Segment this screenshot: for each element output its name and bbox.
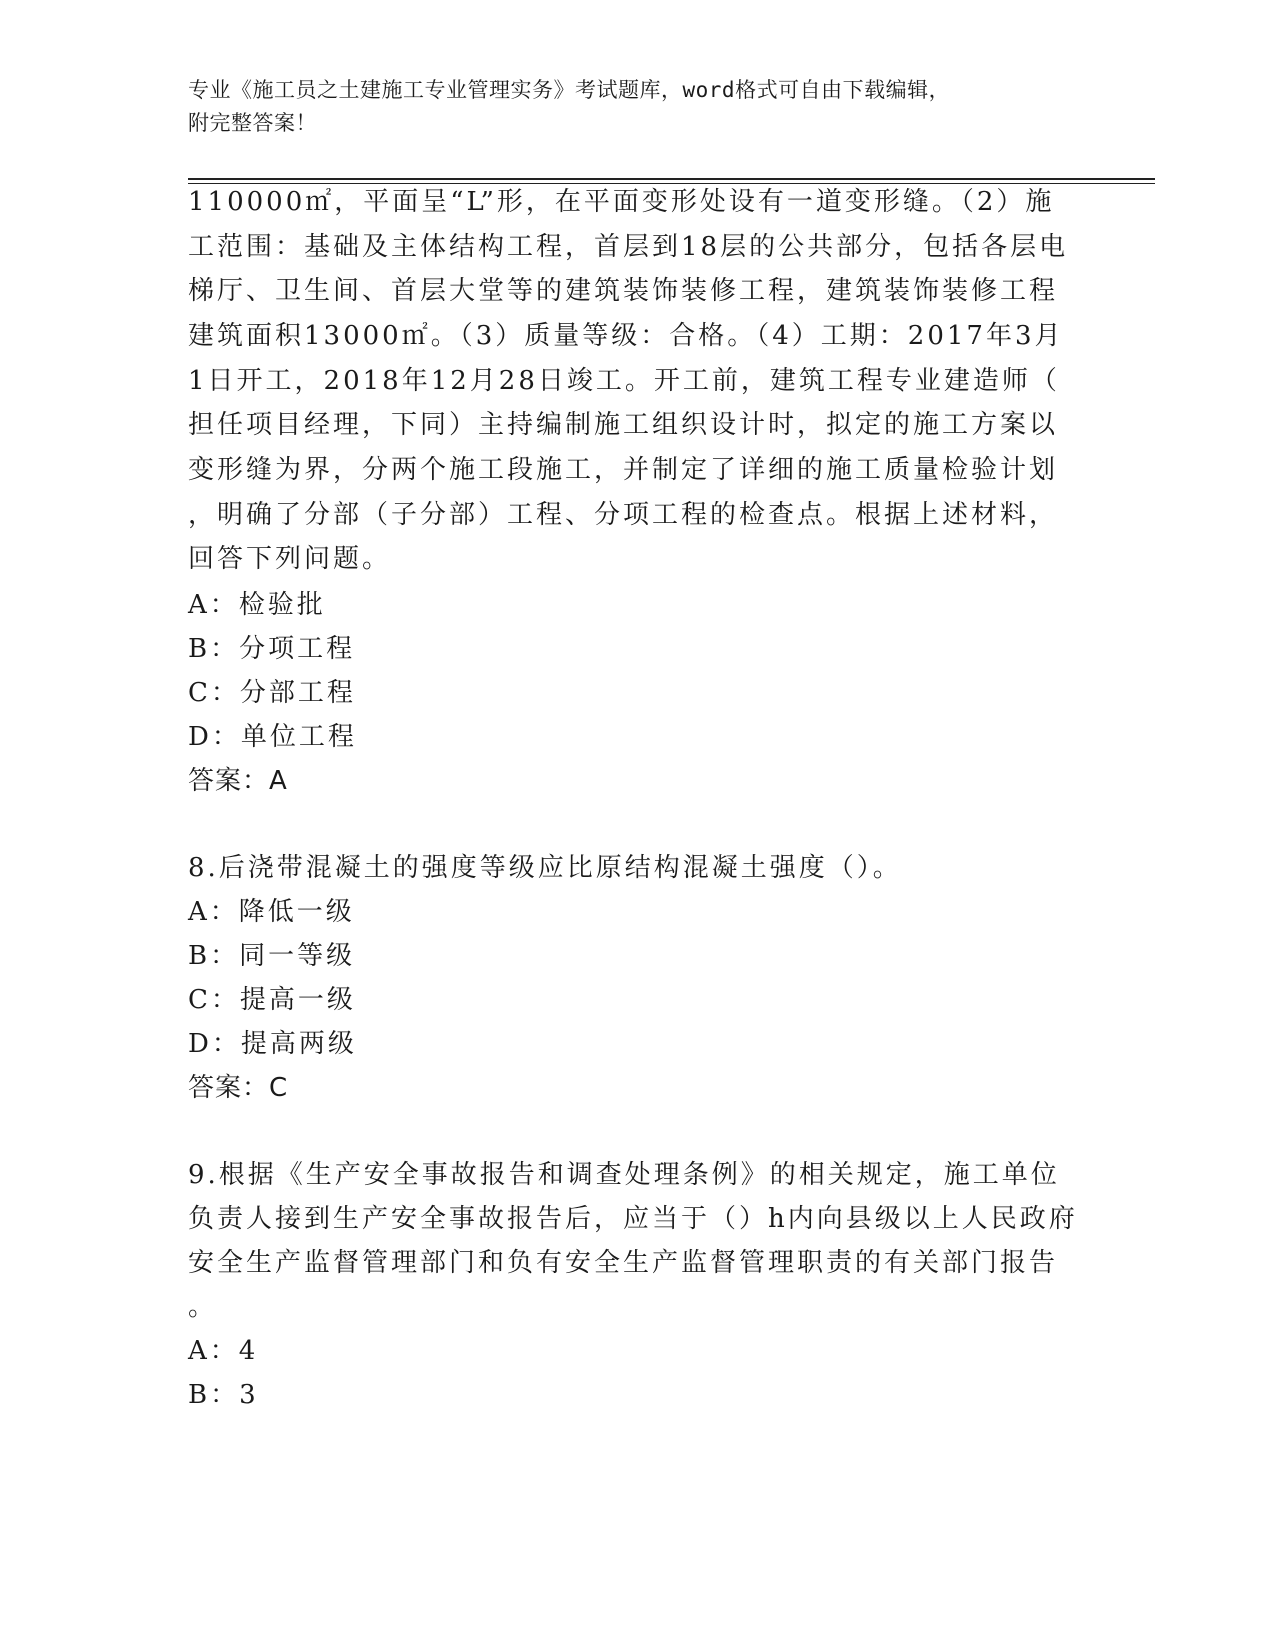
q7-stem-line: 梯厅、卫生间、首层大堂等的建筑装饰装修工程，建筑装饰装修工程 bbox=[188, 276, 1059, 306]
q8-option-d: D：提高两级 bbox=[188, 1029, 357, 1059]
header-rule-thick bbox=[188, 178, 1155, 180]
q8-option-b: B：同一等级 bbox=[188, 941, 356, 971]
q7-stem-line: 担任项目经理，下同）主持编制施工组织设计时，拟定的施工方案以 bbox=[188, 410, 1059, 440]
q7-answer: 答案：A bbox=[188, 766, 288, 796]
q9-stem-line: 。 bbox=[188, 1292, 218, 1322]
header-line-2: 附完整答案！ bbox=[188, 111, 317, 135]
q7-option-b: B：分项工程 bbox=[188, 634, 356, 664]
q8-option-a: A：降低一级 bbox=[188, 897, 355, 927]
q7-stem-line: 回答下列问题。 bbox=[188, 544, 392, 574]
q7-stem-line: 1日开工，2018年12月28日竣工。开工前，建筑工程专业建造师（ bbox=[188, 366, 1060, 396]
q7-option-d: D：单位工程 bbox=[188, 722, 357, 752]
q9-option-a: A：4 bbox=[188, 1336, 259, 1366]
q7-stem-line: 工范围：基础及主体结构工程，首层到18层的公共部分，包括各层电 bbox=[188, 232, 1069, 262]
q8-answer: 答案：C bbox=[188, 1073, 289, 1103]
q7-stem-line: 110000㎡，平面呈“L”形，在平面变形处设有一道变形缝。（2）施 bbox=[188, 187, 1055, 217]
q7-option-c: C：分部工程 bbox=[188, 678, 356, 708]
q9-option-b: B：3 bbox=[188, 1380, 259, 1410]
q7-stem-line: 建筑面积13000㎡。（3）质量等级：合格。（4）工期：2017年3月 bbox=[188, 321, 1064, 351]
q7-stem-line: 变形缝为界，分两个施工段施工，并制定了详细的施工质量检验计划 bbox=[188, 455, 1059, 485]
header-line-1: 专业《施工员之土建施工专业管理实务》考试题库，word格式可自由下载编辑， bbox=[188, 78, 951, 102]
q9-stem-line: 负责人接到生产安全事故报告后，应当于（）h内向县级以上人民政府 bbox=[188, 1204, 1078, 1234]
q8-stem-line: 8.后浇带混凝土的强度等级应比原结构混凝土强度（）。 bbox=[188, 853, 902, 883]
q7-stem-line: ，明确了分部（子分部）工程、分项工程的检查点。根据上述材料， bbox=[188, 500, 1059, 530]
q8-option-c: C：提高一级 bbox=[188, 985, 356, 1015]
q7-option-a: A：检验批 bbox=[188, 590, 326, 620]
q9-stem-line: 9.根据《生产安全事故报告和调查处理条例》的相关规定，施工单位 bbox=[188, 1160, 1060, 1190]
q9-stem-line: 安全生产监督管理部门和负有安全生产监督管理职责的有关部门报告 bbox=[188, 1248, 1059, 1278]
page-header bbox=[188, 74, 1068, 140]
